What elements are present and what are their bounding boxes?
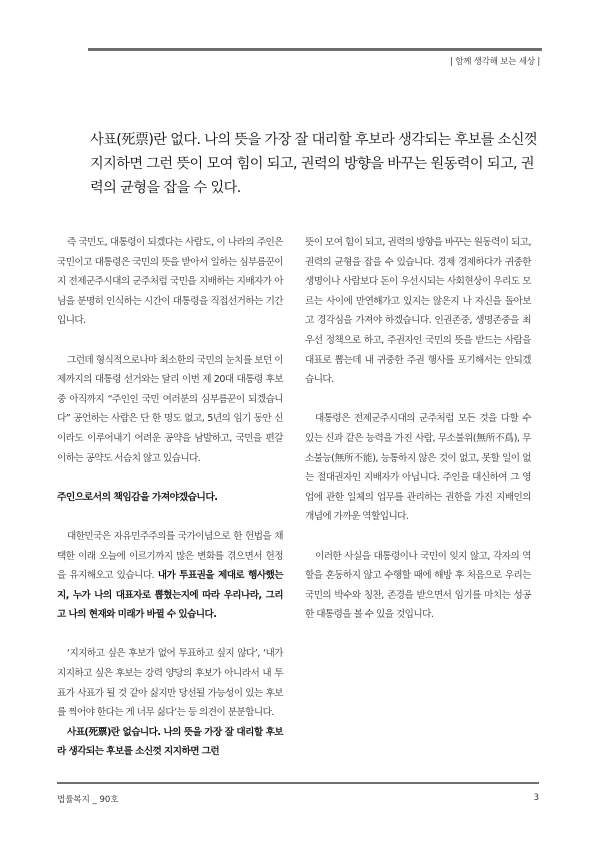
footer-rule bbox=[57, 782, 539, 784]
body-paragraph: 대통령은 전제군주시대의 군주처럼 모든 것을 다할 수 있는 신과 같은 능력을 가진 사람, 무소불위(無所不爲), 무소불능(無所不能), 능통하지 않은 것이 없고, 못할 일이 없는 절대권자인 지배자가 아닙니다. 주인을 대신하여 그 영업에 관한 일체의 업무를 관리하는 권한을 가진 지배인의 개념에 가까운 역할입니다. bbox=[305, 413, 531, 523]
section-title: | 함께 생각해 보는 세상 | bbox=[450, 57, 540, 67]
header-rule bbox=[88, 48, 542, 51]
body-paragraph bbox=[57, 527, 283, 625]
body-paragraph: 뜻이 모여 힘이 되고, 권력의 방향을 바꾸는 원동력이 되고, 권력의 균형을 잡을 수 있습니다. 경제 경제하다가 귀중한 생명이나 사람보다 돈이 우선시되는 사회현상이 우리도 모르는 사이에 만연해가고 있지는 않은지 나 자신을 돌아보고 경각심을 가져야 하겠습니다. 인권존중, 생명존중을 최우선 정책으로 하고, 주권자인 국민의 뜻을 받드는 사람을 대표로 뽑는데 내 귀중한 주권 행사를 포기해서는 안되겠습니다. bbox=[305, 237, 531, 386]
body-paragraph: 즉 국민도, 대통령이 되겠다는 사람도, 이 나라의 주인은 국민이고 대통령은 국민의 뜻을 받아서 일하는 심부름꾼이지 전제군주시대의 군주처럼 국민을 지배하는 지배자가 아님을 분명히 인식하는 시간이 대통령을 직접선거하는 기간입니다. bbox=[57, 237, 283, 327]
body-paragraph: 이러한 사실을 대통령이나 국민이 잊지 않고, 각자의 역할을 혼동하지 않고 수행할 때에 해방 후 처음으로 우리는 국민의 박수와 칭찬, 존경을 받으면서 임기를 마치는 성공한 대통령을 볼 수 있을 것입니다. bbox=[305, 550, 531, 621]
body-paragraph: 그런데 형식적으로나마 최소한의 국민의 눈치를 보던 이제까지의 대통령 선거와는 달리 이번 제 20대 대통령 후보 중 아직까지 “주인인 국민 여러분의 심부름꾼이 되겠습니다” 공언하는 사람은 단 한 명도 없고, 5년의 임기 동안 신이라도 이루어내기 어려운 공약을 남발하고, 국민을 편갈이하는 공약도 서슴치 않고 있습니다. bbox=[57, 354, 283, 464]
emphasized-text: 내가 투표권을 제대로 행사했는지, 누가 나의 대표자로 뽑혔는지에 따라 우리나라, 그리고 나의 현재와 미래가 바뀔 수 있습니다. bbox=[57, 570, 283, 621]
footer-publication: 법률복지 _ 90호 bbox=[57, 795, 119, 805]
body-paragraph: ‘지지하고 싶은 후보가 없어 투표하고 싶지 않다’, ‘내가 지지하고 싶은 후보는 강력 양당의 후보가 아니라서 내 투표가 사표가 될 것 같아 싫지만 당선될 가능성이 있는 후보를 찍어야 한다는 게 너무 싫다’는 등 의견이 분분합니다. bbox=[57, 648, 283, 719]
page-number: 3 bbox=[533, 793, 539, 803]
right-column bbox=[305, 233, 531, 644]
lead-quote: 사표(死票)란 없다. 나의 뜻을 가장 잘 대리할 후보라 생각되는 후보를 소신껏 지지하면 그런 뜻이 모여 힘이 되고, 권력의 방향을 바꾸는 원동력이 되고, 권력의 균형을 잡을 수 있다. bbox=[90, 132, 537, 196]
left-column bbox=[57, 233, 283, 762]
body-text: 대한민국은 자유민주주의를 국가이념으로 한 헌법을 채택한 이래 오늘에 이르기까지 많은 변화를 겪으면서 헌정을 유지해오고 있습니다. bbox=[57, 530, 283, 582]
section-subheading: 주인으로서의 책임감을 가져야겠습니다. bbox=[57, 491, 218, 503]
emphasized-paragraph: 사표(死票)란 없습니다. 나의 뜻을 가장 잘 대리할 후보라 생각되는 후보를 소신껏 지지하면 그런 bbox=[57, 726, 283, 758]
